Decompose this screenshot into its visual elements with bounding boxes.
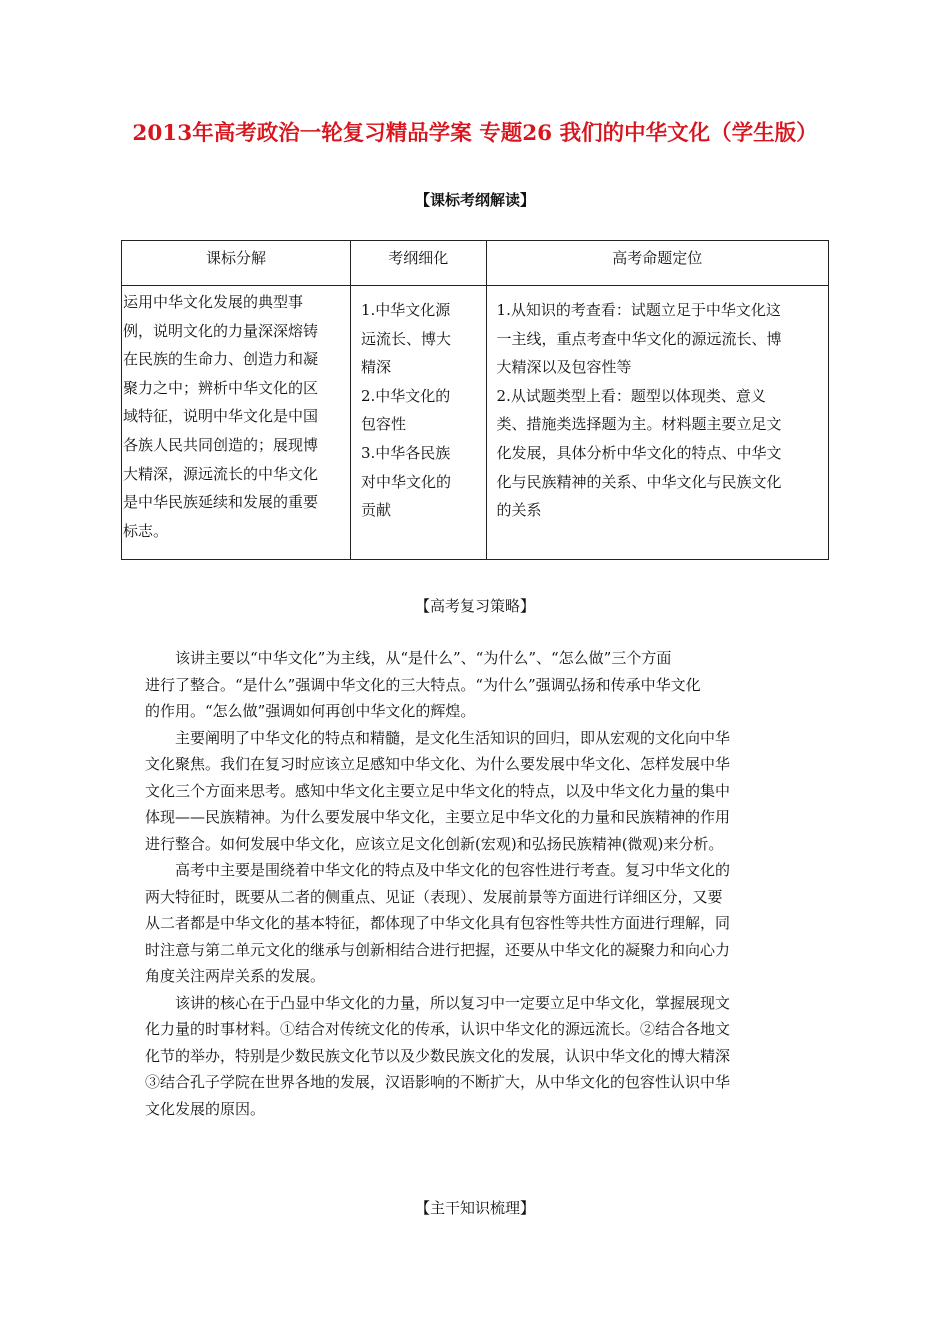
table-header-cell: 考纲细化 bbox=[350, 241, 486, 286]
paragraph: 高考中主要是围绕着中华文化的特点及中华文化的包容性进行考查。复习中华文化的 两大特征时，既要从二者的侧重点、见证（表现）、发展前景等方面进行详细区分，又要 从二者都是中华文化的基本特征，都体现了中华文化具有包容性等共性方面进行理解，同 时注意与第二单元文化的继承与创新相结合进行把握，还要从中华文化的凝聚力和向心力 角度关注两岸关系的发展。 bbox=[145, 861, 731, 985]
table-header-cell: 高考命题定位 bbox=[486, 241, 828, 286]
paragraph: 该讲的核心在于凸显中华文化的力量，所以复习中一定要立足中华文化，掌握展现文 化力量的时事材料。①结合对传统文化的传承，认识中华文化的源远流长。②结合各地文 化节的举办，特别是少数民族文化节以及少数民族文化的发展，认识中华文化的博大精深 ③结合孔子学院在世界各地的发展，汉语影响的不断扩大，从中华文化的包容性认识中华 文化发展的原因。 bbox=[145, 993, 731, 1118]
paragraph: 主要阐明了中华文化的特点和精髓，是文化生活知识的回归，即从宏观的文化向中华 文化聚焦。我们在复习时应该立足感知中华文化、为什么要发展中华文化、怎样发展中华 文化三个方面来思考。感知中华文化主要立足中华文化的特点，以及中华文化力量的集中 体现——民族精神。为什么要发展中华文化，主要立足中华文化的力量和民族精神的作用 进行整合。如何发展中华文化，应该立足文化创新(宏观)和弘扬民族精神(微观)来分析。 bbox=[145, 728, 731, 853]
section-heading-strategy: 【高考复习策略】 bbox=[414, 597, 535, 615]
paragraph: 该讲主要以“中华文化”为主线，从“是什么”、“为什么”、“怎么做”三个方面 进行了整合。“是什么”强调中华文化的三大特点。“为什么”强调弘扬和传承中华文化 的作用。“怎么做”强调如何再创中华文化的辉煌。 bbox=[145, 649, 701, 720]
page-title: 2013年高考政治一轮复习精品学案 专题26 我们的中华文化（学生版） bbox=[132, 121, 818, 146]
table-header-cell: 课标分解 bbox=[122, 241, 351, 286]
table-cell-positioning: 1.从知识的考查看：试题立足于中华文化这 一主线，重点考查中华文化的源远流长、博 大精深以及包容性等 2.从试题类型上看：题型以体现类、意义 类、措施类选择题为主。材料题主要立足文 化发展，具体分析中华文化的特点、中华文 化与民族精神的关系、中华文化与民族文化 的关系 bbox=[496, 301, 782, 520]
table-cell-breakdown: 运用中华文化发展的典型事 例，说明文化的力量深深熔铸 在民族的生命力、创造力和凝 聚力之中；辨析中华文化的区 域特征，说明中华文化是中国 各族人民共同创造的；展现博 大精深，源远流长的中华文化 是中华民族延续和发展的重要 标志。 bbox=[123, 293, 319, 540]
table-row bbox=[122, 286, 829, 560]
syllabus-table bbox=[121, 240, 829, 560]
table-cell-refinement: 1.中华文化源 远流长、博大 精深 2.中华文化的 包容性 3.中华各民族 对中华文化的 贡献 bbox=[360, 301, 451, 520]
table-header-row bbox=[122, 241, 829, 286]
strategy-body bbox=[145, 645, 810, 1122]
section-heading-knowledge: 【主干知识梳理】 bbox=[414, 1199, 535, 1217]
section-heading-syllabus: 【课标考纲解读】 bbox=[414, 191, 535, 209]
